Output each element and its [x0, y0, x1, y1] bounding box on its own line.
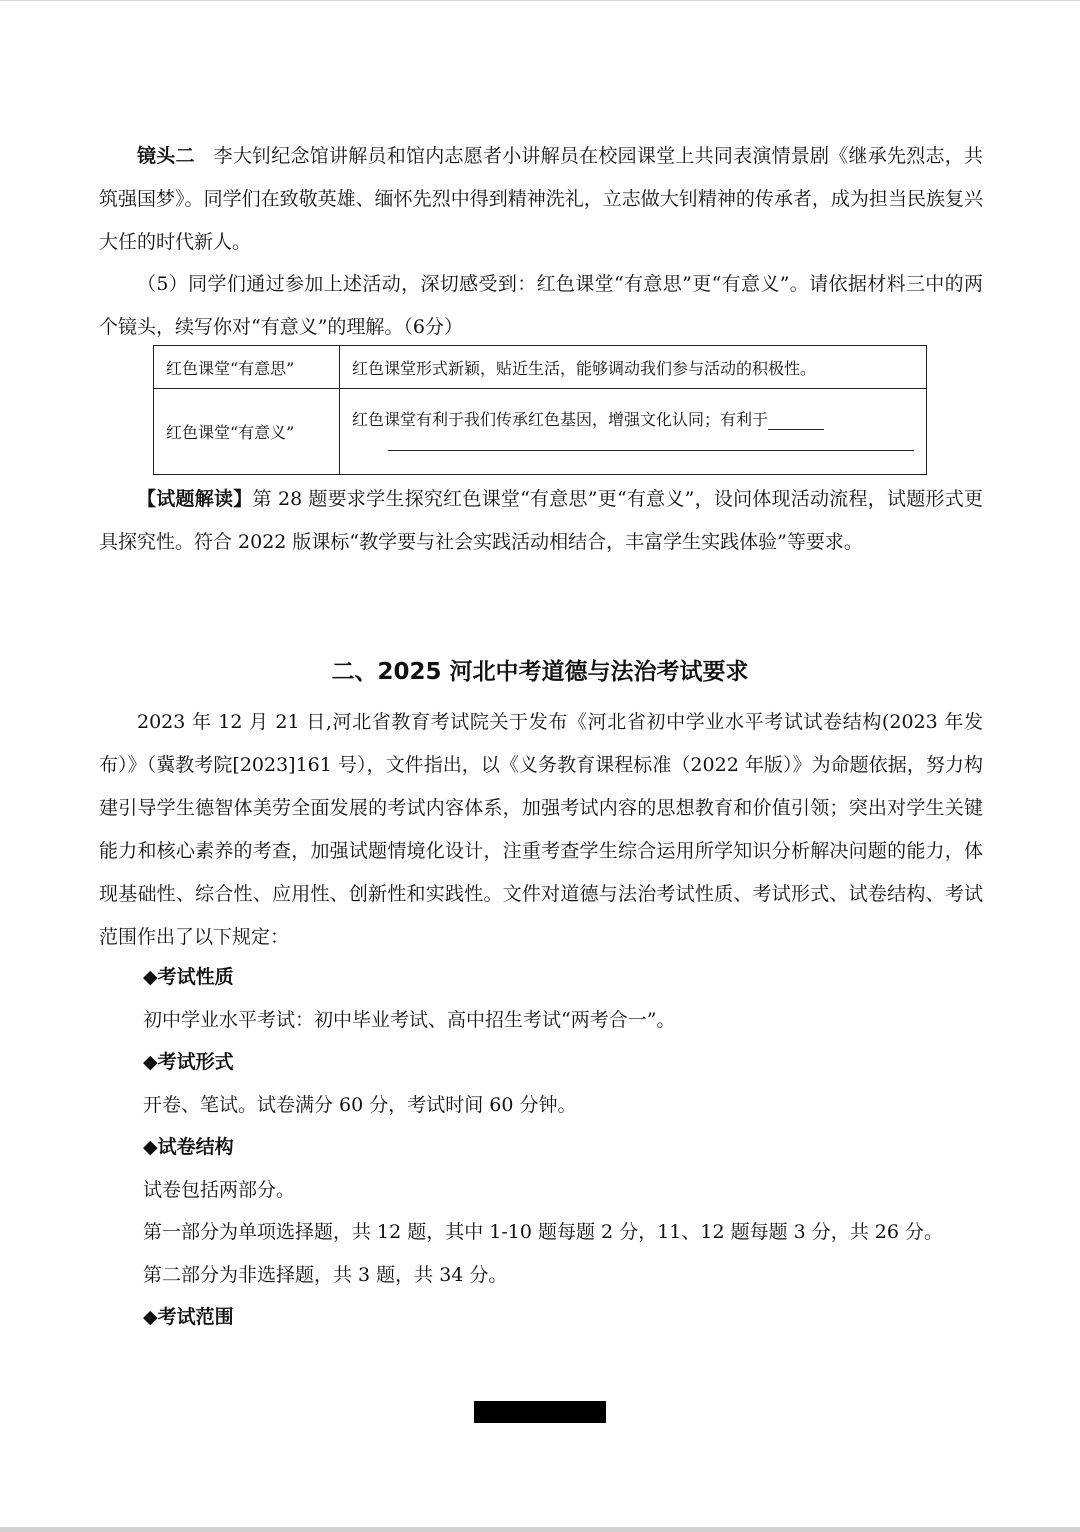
page-top-border [0, 0, 1080, 1]
answer-table [153, 345, 927, 475]
row2-cell [340, 389, 927, 475]
structure-heading: ◆试卷结构 [143, 1136, 234, 1158]
nature-text: 初中学业水平考试：初中毕业考试、高中招生考试“两考合一”。 [143, 1009, 676, 1031]
interpretation-text: 第 28 题要求学生探究红色课堂“有意思”更“有意义”，设问体现活动流程，试题形式更具探究性。符合 2022 版课标“教学要与社会实践活动相结合，丰富学生实践体验”等要求。 [99, 488, 983, 553]
shot-two-text: 李大钊纪念馆讲解员和馆内志愿者小讲解员在校园课堂上共同表演情景剧《继承先烈志，共筑强国梦》。同学们在致敬英雄、缅怀先烈中得到精神洗礼，立志做大钊精神的传承者，成为担当民族复兴大任的时代新人。 [99, 145, 983, 253]
shot-two-label: 镜头二 [137, 145, 195, 167]
structure-text-2: 第一部分为单项选择题，共 12 题，其中 1-10 题每题 2 分，11、12 题每题 3 分，共 26 分。 [143, 1221, 944, 1243]
answer-blank [768, 411, 824, 430]
table-row [154, 389, 927, 475]
nature-heading: ◆考试性质 [143, 966, 234, 988]
interpretation-label: 【试题解读】 [137, 488, 253, 510]
row1-label: 红色课堂“有意思” [154, 346, 340, 389]
row2-content: 红色课堂有利于我们传承红色基因，增强文化认同；有利于 [352, 409, 769, 429]
structure-text-1: 试卷包括两部分。 [143, 1179, 296, 1201]
interpretation-paragraph [99, 478, 983, 564]
table-row [154, 346, 927, 389]
section-title: 二、2025 河北中考道德与法治考试要求 [331, 659, 749, 685]
question-5: （5）同学们通过参加上述活动，深切感受到：红色课堂“有意思”更“有意义”。请依据材料三中的两个镜头，续写你对“有意义”的理解。（6分） [99, 273, 983, 338]
row1-content: 红色课堂形式新颖，贴近生活，能够调动我们参与活动的积极性。 [340, 346, 927, 389]
redacted-page-number [474, 1401, 606, 1423]
page-bottom-border [0, 1527, 1080, 1532]
form-heading: ◆考试形式 [143, 1051, 234, 1073]
intro-paragraph: 2023 年 12 月 21 日,河北省教育考试院关于发布《河北省初中学业水平考试试卷结构(2023 年发布）》（冀教考院[2023]161 号），文件指出，以《义务教育课程标准（2022 年版）》为命题依据，努力构建引导学生德智体美劳全面发展的考试内容体系，加强考试内容的思想教育和价值引领；突出对学生关键能力和核心素养的考查，加强试题情境化设计，注重考查学生综合运用所学知识分析解决问题的能力，体现基础性、综合性、应用性、创新性和实践性。文件对道德与法治考试性质、考试形式、试卷结构、考试范围作出了以下规定： [99, 711, 983, 948]
row2-label: 红色课堂“有意义” [154, 389, 340, 475]
structure-text-3: 第二部分为非选择题，共 3 题，共 34 分。 [143, 1264, 508, 1286]
answer-line [388, 448, 914, 451]
scope-heading: ◆考试范围 [143, 1306, 234, 1328]
shot-two-paragraph [99, 135, 983, 264]
form-text: 开卷、笔试。试卷满分 60 分，考试时间 60 分钟。 [143, 1094, 577, 1116]
